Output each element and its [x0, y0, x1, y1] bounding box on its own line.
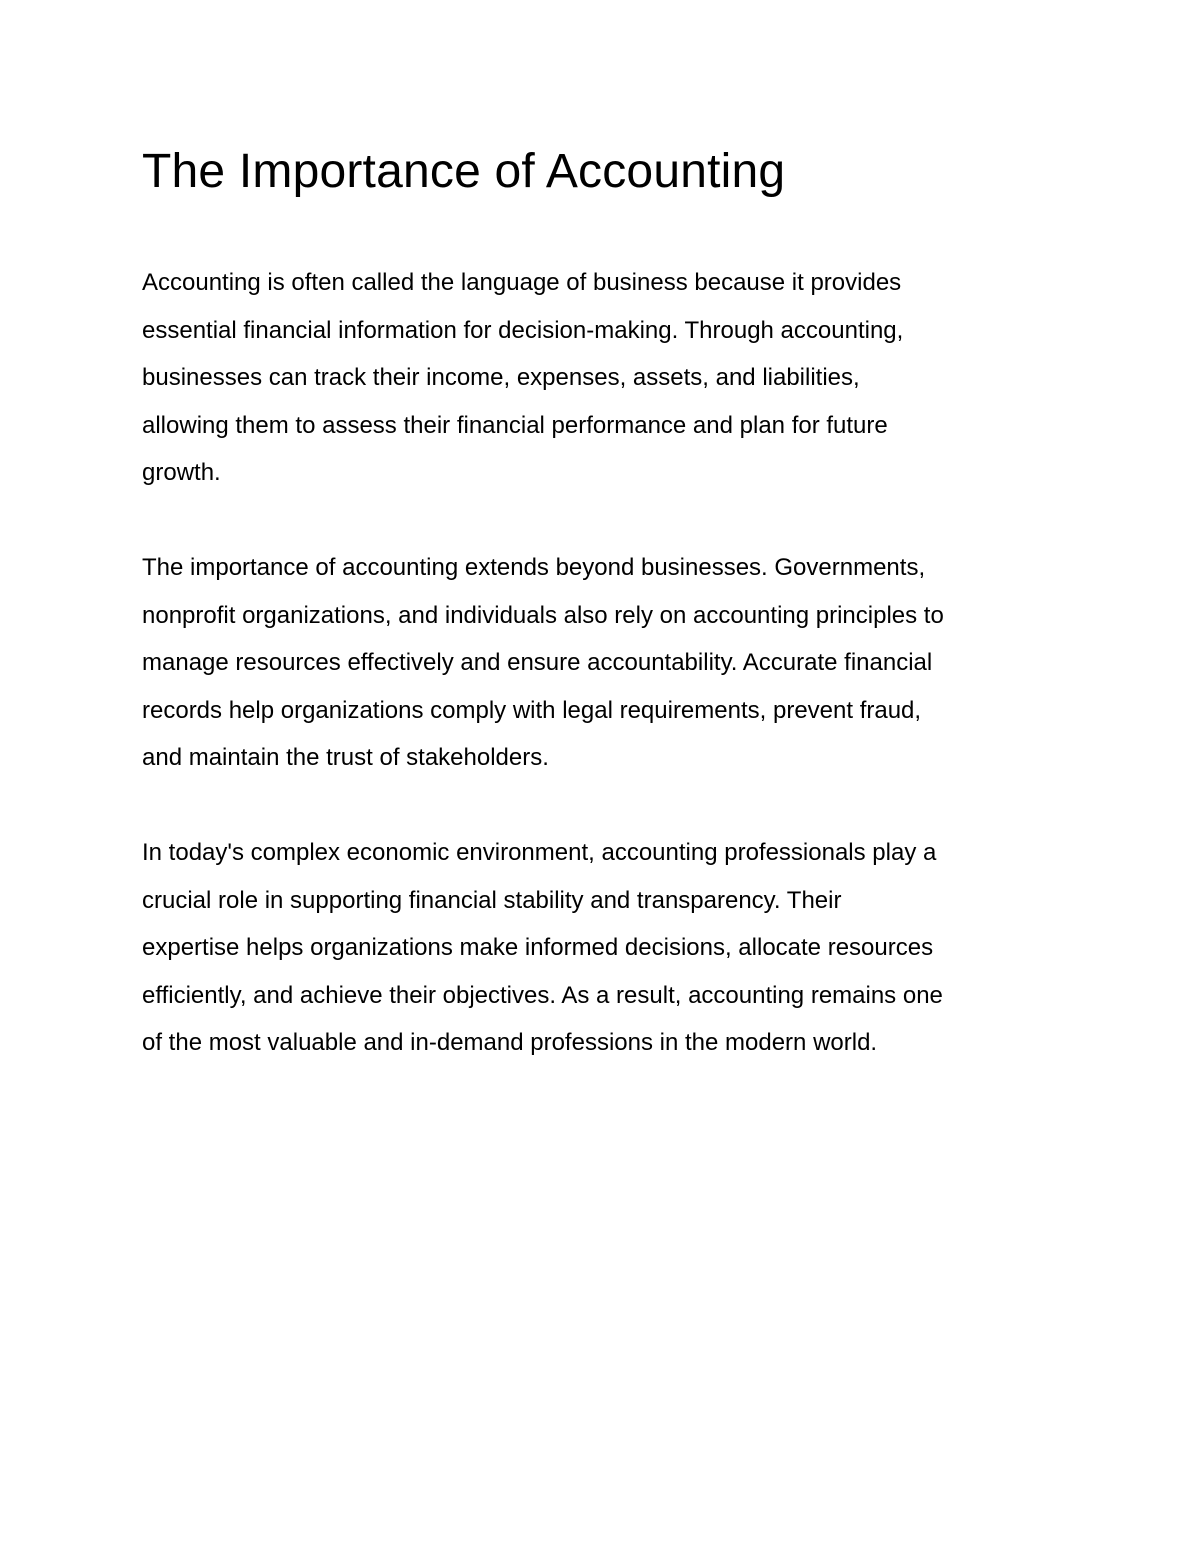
body-paragraph	[142, 544, 1072, 782]
paragraph-line: businesses can track their income, expenses, assets, and liabilities,	[142, 364, 860, 391]
paragraph-line: The importance of accounting extends beyond businesses. Governments,	[142, 554, 926, 581]
paragraph-line: In today's complex economic environment, accounting professionals play a	[142, 839, 937, 866]
paragraph-line: manage resources effectively and ensure accountability. Accurate financial	[142, 649, 933, 676]
paragraph-line: Accounting is often called the language of business because it provides	[142, 269, 902, 296]
paragraph-line: and maintain the trust of stakeholders.	[142, 744, 549, 771]
body-paragraph	[142, 259, 1072, 497]
body-paragraph	[142, 829, 1072, 1067]
page-title: The Importance of Accounting	[142, 145, 786, 198]
paragraph-line: nonprofit organizations, and individuals also rely on accounting principles to	[142, 601, 944, 629]
paragraph-line: growth.	[142, 459, 221, 486]
document-page	[142, 140, 1072, 1067]
paragraph-line: expertise helps organizations make informed decisions, allocate resources	[142, 934, 934, 961]
paragraph-line: records help organizations comply with legal requirements, prevent fraud,	[142, 696, 922, 724]
paragraph-line: of the most valuable and in-demand professions in the modern world.	[142, 1029, 878, 1056]
paragraph-line: crucial role in supporting financial stability and transparency. Their	[142, 886, 842, 914]
paragraph-line: allowing them to assess their financial performance and plan for future	[142, 411, 888, 439]
paragraph-line: essential financial information for decision-making. Through accounting,	[142, 316, 904, 344]
paragraph-line: efficiently, and achieve their objectives. As a result, accounting remains one	[142, 981, 943, 1009]
